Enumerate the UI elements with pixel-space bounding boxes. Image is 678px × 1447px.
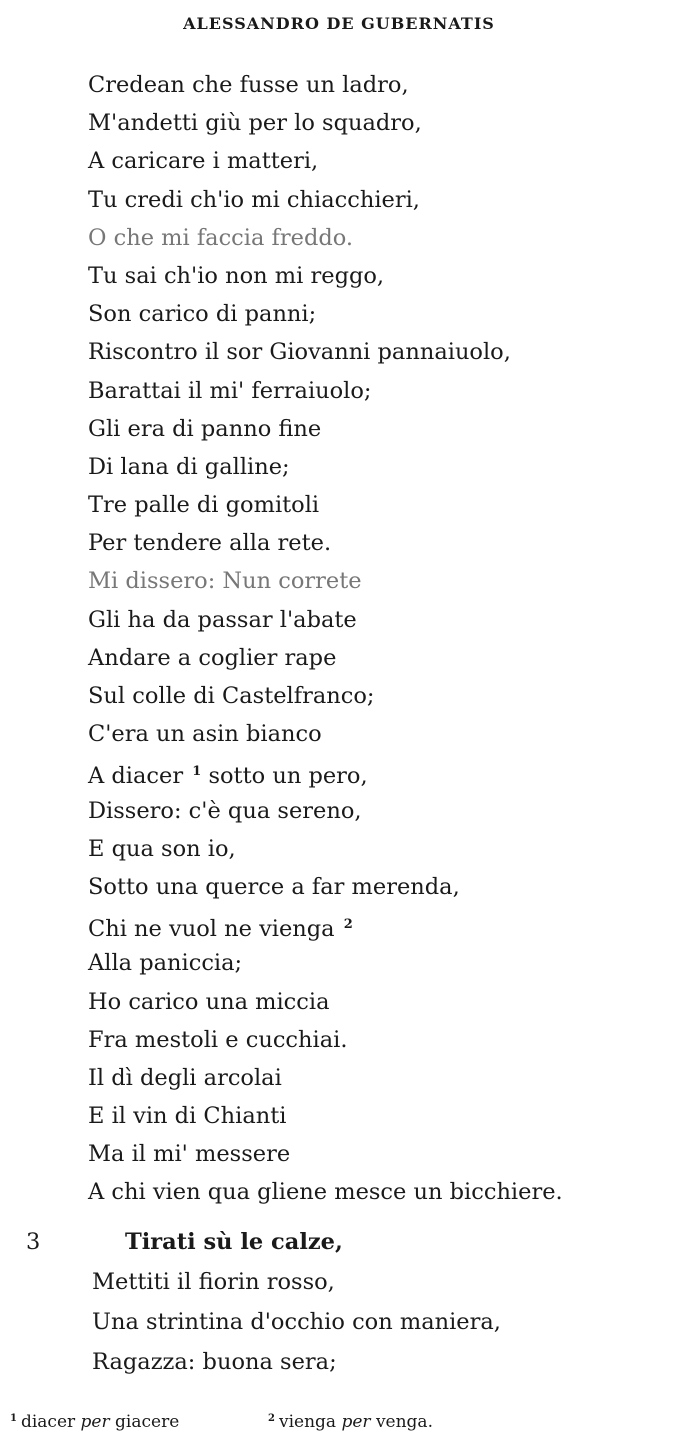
verse-line: Mettiti il fiorin rosso, xyxy=(92,1269,335,1295)
footnote-per: per xyxy=(80,1412,110,1432)
stanza-3-verse xyxy=(92,1222,501,1382)
verse-line: Il dì degli arcolai xyxy=(88,1064,282,1091)
verse-text: A diacer xyxy=(88,763,184,790)
verse-line: Son carico di panni; xyxy=(88,301,317,328)
verse-line: A caricare i matteri, xyxy=(88,148,319,175)
verse-line: O che mi faccia freddo. xyxy=(88,224,354,251)
verse-line: E il vin di Chianti xyxy=(88,1103,287,1130)
verse-line: Di lana di galline; xyxy=(88,453,290,480)
footnote-word: diacer xyxy=(20,1412,76,1432)
verse-line: A chi vien qua gliene mesce un bicchiere. xyxy=(88,1179,563,1206)
verse-line: Sotto una querce a far merenda, xyxy=(88,873,460,900)
verse-line: E qua son io, xyxy=(88,835,236,862)
running-header: ALESSANDRO DE GUBERNATIS xyxy=(183,14,495,33)
stanza-2-verse xyxy=(88,66,563,1212)
verse-line xyxy=(88,906,563,944)
verse-line: Alla paniccia; xyxy=(88,950,243,977)
verse-line: Fra mestoli e cucchiai. xyxy=(88,1026,348,1053)
verse-line: Mi dissero: Nun correte xyxy=(88,568,362,595)
footnote-target: giacere xyxy=(115,1412,180,1432)
footnote-word: vienga xyxy=(278,1412,337,1432)
verse-line: Per tendere alla rete. xyxy=(88,530,332,557)
verse-line: Tu credi ch'io mi chiacchieri, xyxy=(88,186,420,213)
verse-line: Tirati sù le calze, xyxy=(125,1229,343,1255)
verse-line: Tu sai ch'io non mi reggo, xyxy=(88,262,385,289)
verse-line: Barattai il mi' ferraiuolo; xyxy=(88,377,372,404)
verse-line: Credean che fusse un ladro, xyxy=(88,72,409,98)
verse-line: Riscontro il sor Giovanni pannaiuolo, xyxy=(88,339,511,366)
verse-line: Andare a coglier rape xyxy=(88,644,337,671)
verse-line: Dissero: c'è qua sereno, xyxy=(88,797,362,824)
verse-text: Chi ne vuol ne vienga xyxy=(88,916,335,943)
footnote-per: per xyxy=(341,1412,371,1432)
verse-line xyxy=(88,753,563,791)
verse-line: Una strintina d'occhio con maniera, xyxy=(92,1309,501,1335)
verse-line: Tre palle di gomitoli xyxy=(88,492,320,519)
verse-line: Ragazza: buona sera; xyxy=(92,1349,337,1375)
footnote-1 xyxy=(10,1412,179,1432)
verse-line: C'era un asin bianco xyxy=(88,721,322,748)
footnote-ref: 1 xyxy=(192,764,202,780)
verse-line: Ma il mi' messere xyxy=(88,1141,291,1168)
footnote-target: venga. xyxy=(375,1412,433,1432)
footnote-mark: 2 xyxy=(268,1413,275,1424)
verse-line: Gli ha da passar l'abate xyxy=(88,606,357,633)
footnote-2 xyxy=(268,1412,433,1432)
verse-line: Ho carico una miccia xyxy=(88,988,330,1015)
verse-line: Sul colle di Castelfranco; xyxy=(88,683,375,709)
verse-line: Gli era di panno fine xyxy=(88,415,322,442)
verse-line: M'andetti giù per lo squadro, xyxy=(88,110,422,137)
stanza-number: 3 xyxy=(26,1229,41,1255)
footnote-ref: 2 xyxy=(343,917,353,933)
verse-text: sotto un pero, xyxy=(208,763,368,790)
footnote-mark: 1 xyxy=(10,1413,17,1424)
